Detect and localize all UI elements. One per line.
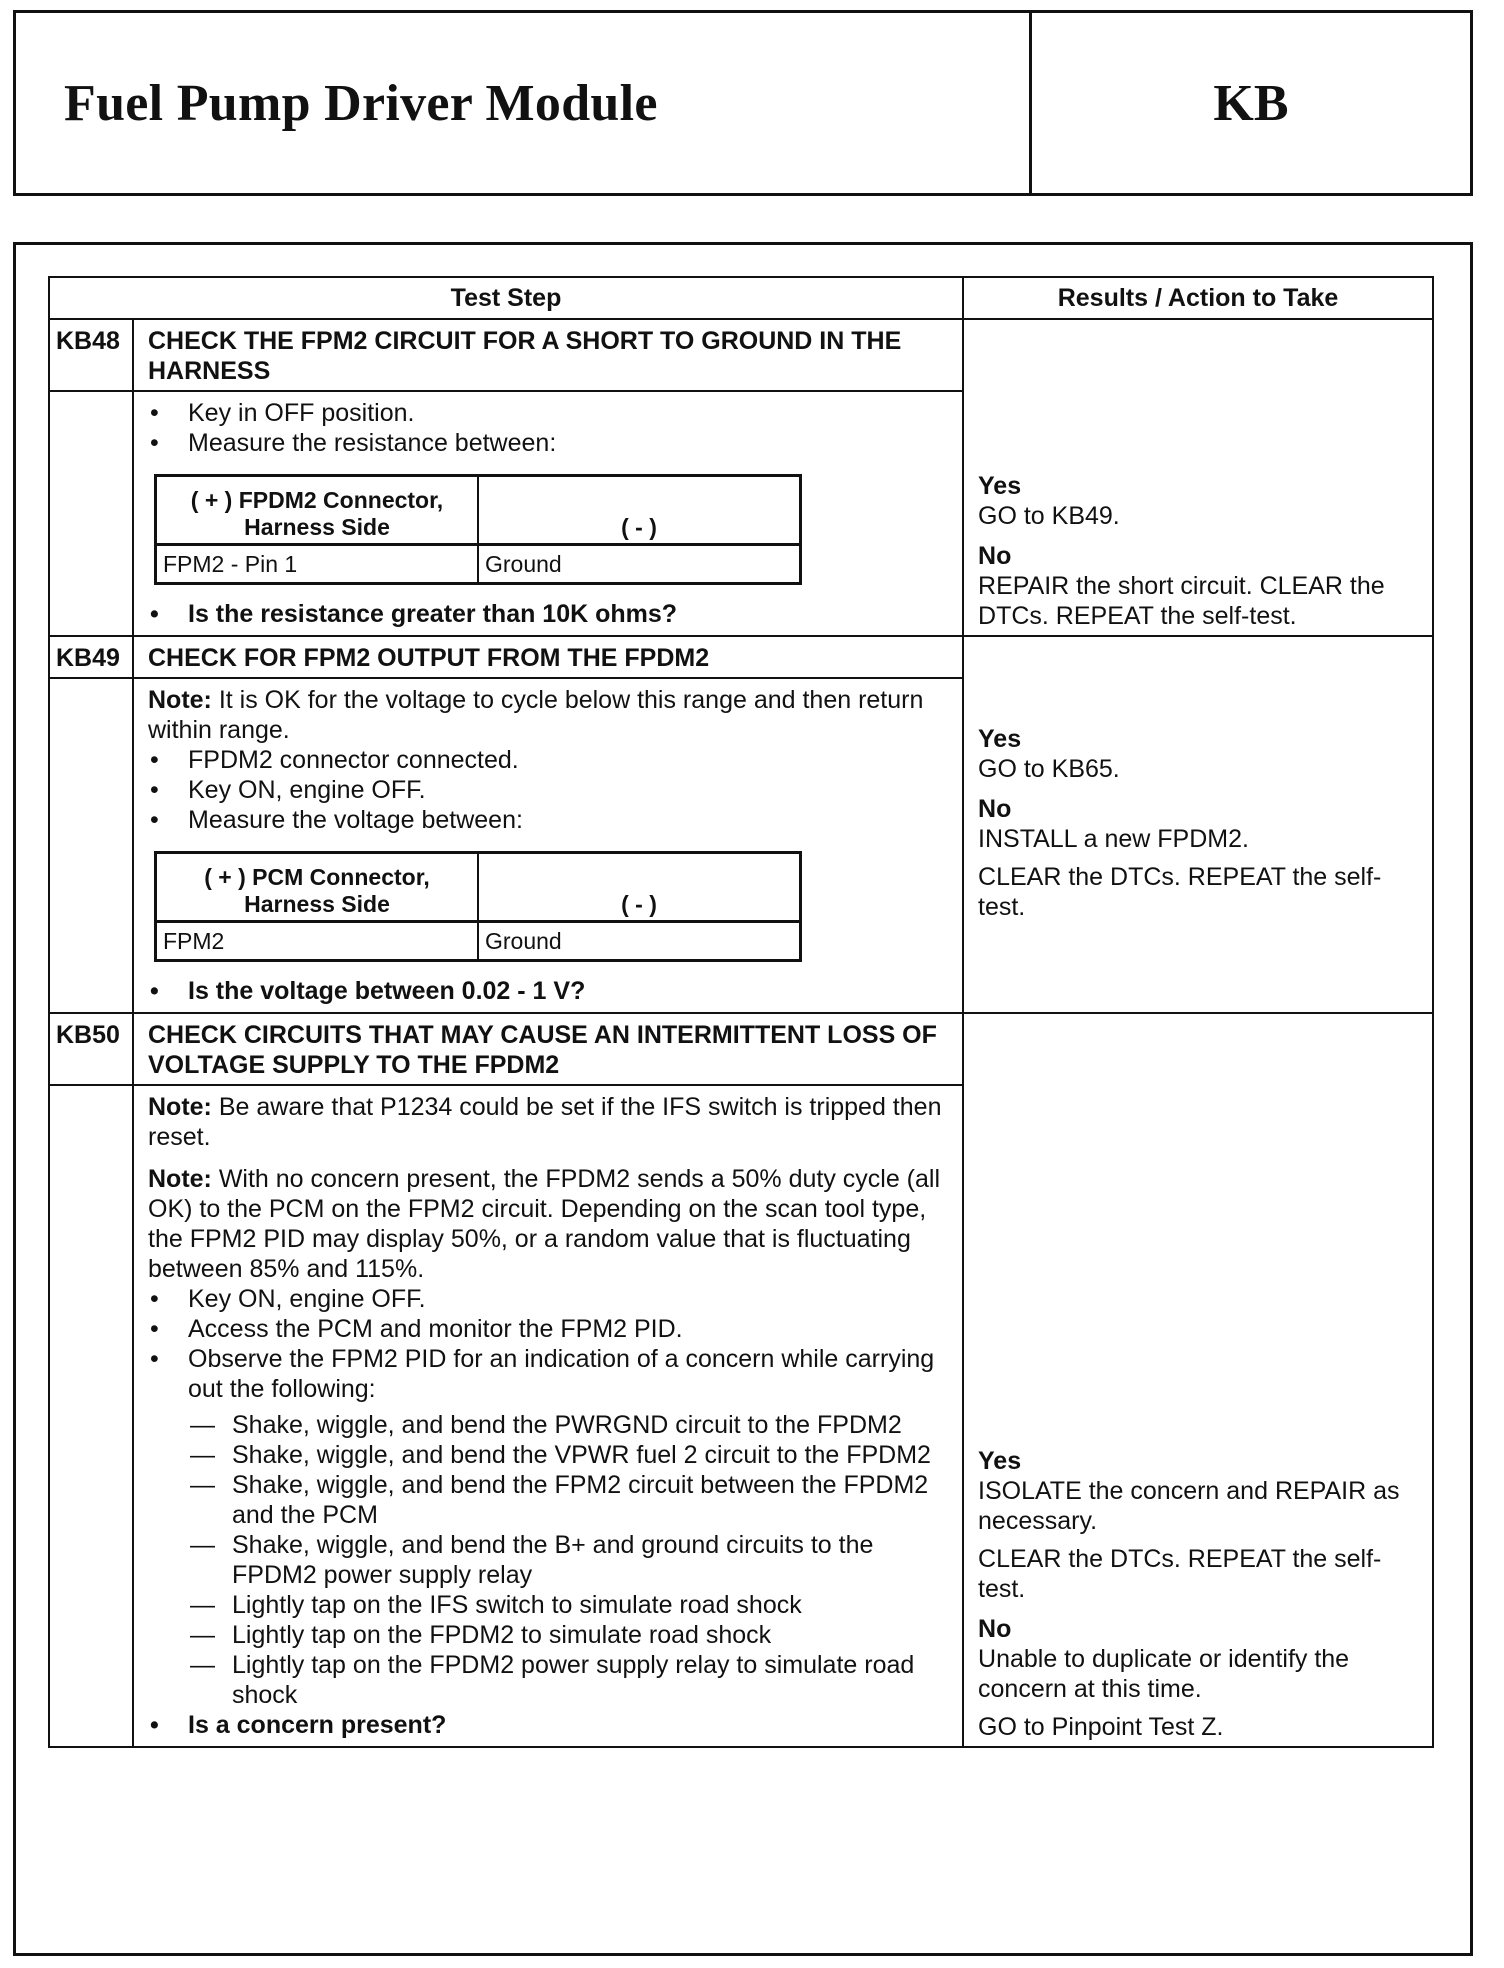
kb49-yes-text: GO to KB65. [978,754,1120,783]
kb48-bullet: • Key in OFF position. [148,398,952,428]
kb49-step-title: CHECK FOR FPM2 OUTPUT FROM THE FPDM2 [133,636,963,678]
kb49-body [133,678,963,1013]
kb49-no-label: No [978,794,1012,823]
kb50-note: Note: Be aware that P1234 could be set if the IFS switch is tripped then reset. [148,1093,942,1151]
header-title-cell [16,13,1032,193]
kb48-body [133,391,963,636]
kb48-meas-head-positive: ( + ) FPDM2 Connector, Harness Side [156,476,479,545]
kb50-question: • Is a concern present? [148,1710,952,1740]
kb50-step-id: KB50 [49,1013,133,1085]
kb48-no-text: REPAIR the short circuit. CLEAR the DTCs. REPEAT the self-test. [978,572,1385,630]
kb49-no-text: INSTALL a new FPDM2. [978,824,1249,853]
kb50-bullet: • Key ON, engine OFF. [148,1284,952,1314]
kb49-meas-head-negative: ( - ) [478,853,801,922]
page-title: Fuel Pump Driver Module [64,74,658,132]
kb50-body [133,1085,963,1747]
kb49-no-text: CLEAR the DTCs. REPEAT the self-test. [978,862,1382,921]
kb49-meas-positive: FPM2 [156,922,479,961]
test-step-table [48,276,1434,1748]
test-step-column-header: Test Step [49,277,963,319]
kb50-bullet: • Observe the FPM2 PID for an indication of a concern while carrying out the following: — Shake, wiggle, and bend the PWRGND circuit to the FPDM2 — Shake, wiggle, and bend the VPWR fuel 2 circuit to the FPDM2 — Shake, wiggle, and bend the FPM2 circuit between the FPDM2 and the PCM — Shake, wiggle, and bend the B+ and ground circuits to the FPDM2 power supply relay — Lightly tap on the IFS switch to simulate road shock — Lightly tap on the FPDM2 to simulate road shock — Lightly tap on the FPDM2 power supply relay to simulate road shock [148,1344,952,1710]
kb48-step-title: CHECK THE FPM2 CIRCUIT FOR A SHORT TO GROUND IN THE HARNESS [133,319,963,391]
kb50-yes-text: ISOLATE the concern and REPAIR as necessary. [978,1477,1400,1535]
kb49-question: • Is the voltage between 0.02 - 1 V? [148,976,952,1006]
kb48-no-label: No [978,542,1012,570]
header-code-cell [1032,13,1470,193]
kb48-meas-positive: FPM2 - Pin 1 [156,545,479,584]
kb50-dash-item: — Lightly tap on the IFS switch to simulate road shock [190,1590,952,1620]
kb49-meas-negative: Ground [478,922,801,961]
table-header-row [49,277,1433,319]
kb49-results [963,636,1433,1013]
kb50-dash-item: — Lightly tap on the FPDM2 power supply relay to simulate road shock [190,1650,952,1710]
kb50-title-row [49,1013,1433,1085]
section-code: KB [1213,74,1289,132]
kb48-yes-label: Yes [978,472,1022,500]
kb49-note: Note: It is OK for the voltage to cycle below this range and then return within range. [148,686,924,744]
kb48-meas-head-negative: ( - ) [478,476,801,545]
kb50-results [963,1013,1433,1747]
kb50-dash-item: — Shake, wiggle, and bend the FPM2 circuit between the FPDM2 and the PCM [190,1470,952,1530]
kb49-measurement-table [154,851,802,962]
kb48-question: • Is the resistance greater than 10K ohms? [148,599,952,629]
kb48-yes-text: GO to KB49. [978,502,1120,530]
kb50-no-text: GO to Pinpoint Test Z. [978,1713,1224,1741]
kb48-meas-negative: Ground [478,545,801,584]
kb50-step-title: CHECK CIRCUITS THAT MAY CAUSE AN INTERMITTENT LOSS OF VOLTAGE SUPPLY TO THE FPDM2 [133,1013,963,1085]
kb49-bullet: • Measure the voltage between: [148,805,952,835]
kb50-dash-item: — Shake, wiggle, and bend the VPWR fuel 2 circuit to the FPDM2 [190,1440,952,1470]
kb48-step-id: KB48 [49,319,133,391]
kb50-no-text: Unable to duplicate or identify the concern at this time. [978,1645,1350,1703]
kb49-yes-label: Yes [978,724,1022,753]
kb48-title-row [49,319,1433,391]
kb50-yes-label: Yes [978,1447,1022,1475]
kb49-bullet: • Key ON, engine OFF. [148,775,952,805]
kb50-bullet: • Access the PCM and monitor the FPM2 PID. [148,1314,952,1344]
kb48-measurement-table [154,474,802,585]
kb49-bullet: • FPDM2 connector connected. [148,745,952,775]
kb50-no-label: No [978,1615,1012,1643]
kb50-dash-item: — Shake, wiggle, and bend the PWRGND circuit to the FPDM2 [190,1410,952,1440]
page-header [13,10,1473,196]
kb48-bullet: • Measure the resistance between: [148,428,952,458]
kb48-results [963,319,1433,636]
kb50-note: Note: With no concern present, the FPDM2 sends a 50% duty cycle (all OK) to the PCM on the FPM2 circuit. Depending on the scan tool type, the FPM2 PID may display 50%, or a random value that is fluctuating between 85% and 115%. [148,1165,941,1283]
kb50-dash-item: — Lightly tap on the FPDM2 to simulate road shock [190,1620,952,1650]
kb49-step-id: KB49 [49,636,133,678]
kb49-title-row [49,636,1433,678]
kb49-meas-head-positive: ( + ) PCM Connector, Harness Side [156,853,479,922]
results-column-header: Results / Action to Take [963,277,1433,319]
kb50-yes-text: CLEAR the DTCs. REPEAT the self-test. [978,1545,1382,1603]
kb50-dash-item: — Shake, wiggle, and bend the B+ and ground circuits to the FPDM2 power supply relay [190,1530,952,1590]
